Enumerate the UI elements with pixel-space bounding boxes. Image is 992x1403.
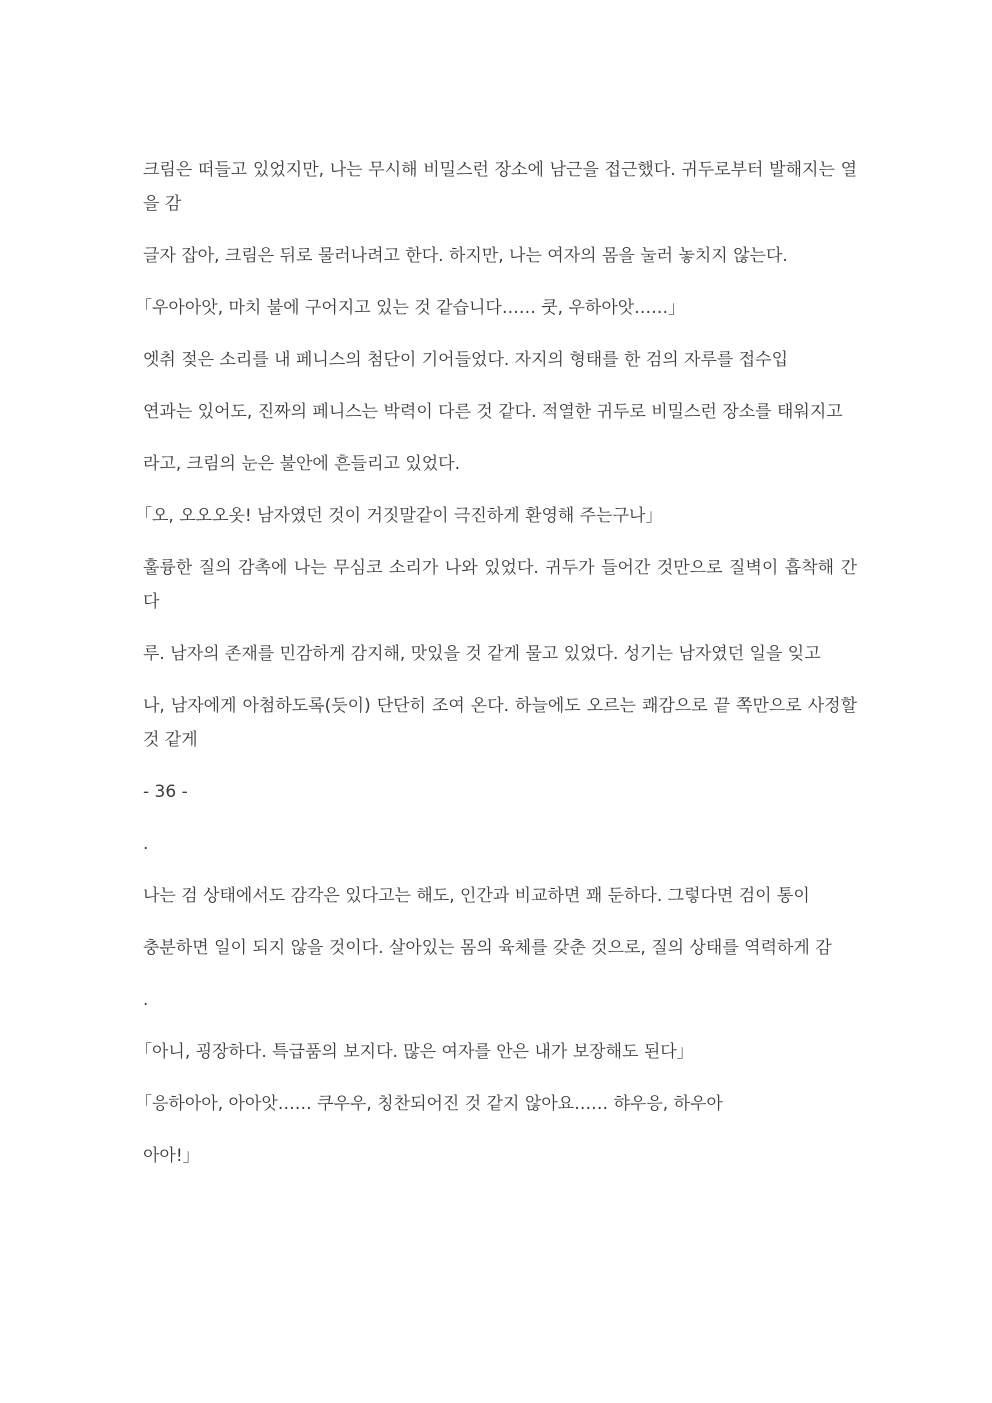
paragraph: 엣취 젖은 소리를 내 페니스의 첨단이 기어들었다. 자지의 형태를 한 검의 자루를 접수입 bbox=[143, 350, 789, 370]
paragraph: 훌륭한 질의 감촉에 나는 무심코 소리가 나와 있었다. 귀두가 들어간 것만으로 질벽이 흡착해 간다 bbox=[143, 558, 857, 612]
quote-paragraph: 「아니, 굉장하다. 특급품의 보지다. 많은 여자를 안은 내가 보장해도 된다」 bbox=[135, 1042, 694, 1062]
paragraph: 연과는 있어도, 진짜의 페니스는 박력이 다른 것 같다. 적열한 귀두로 비밀스런 장소를 태워지고 bbox=[143, 402, 843, 422]
paragraph: 나는 검 상태에서도 감각은 있다고는 해도, 인간과 비교하면 꽤 둔하다. 그렇다면 검이 통이 bbox=[143, 886, 810, 906]
paragraph: 크림은 떠들고 있었지만, 나는 무시해 비밀스런 장소에 남근을 접근했다. 귀두로부터 발해지는 열을 감 bbox=[143, 160, 857, 214]
quote-paragraph: 「오, 오오오옷! 남자였던 것이 거짓말같이 극진하게 환영해 주는구나」 bbox=[135, 506, 663, 526]
dot-paragraph: . bbox=[143, 990, 149, 1010]
paragraph: 아아!」 bbox=[143, 1146, 200, 1166]
quote-paragraph: 「우아아앗, 마치 불에 구어지고 있는 것 같습니다…… 쿳, 우하아앗……」 bbox=[135, 298, 686, 318]
page-number: - 36 - bbox=[143, 782, 188, 802]
dot-paragraph: . bbox=[143, 834, 149, 854]
paragraph: 글자 잡아, 크림은 뒤로 물러나려고 한다. 하지만, 나는 여자의 몸을 눌러 놓치지 않는다. bbox=[143, 246, 788, 266]
paragraph: 충분하면 일이 되지 않을 것이다. 살아있는 몸의 육체를 갖춘 것으로, 질의 상태를 역력하게 감 bbox=[143, 938, 832, 958]
paragraph: 나, 남자에게 아첨하도록(듯이) 단단히 조여 온다. 하늘에도 오르는 쾌감으로 끝 쪽만으로 사정할 것 같게 bbox=[143, 696, 857, 750]
paragraph: 루. 남자의 존재를 민감하게 감지해, 맛있을 것 같게 물고 있었다. 성기는 남자였던 일을 잊고 bbox=[143, 644, 821, 664]
quote-paragraph: 「응하아아, 아아앗…… 쿠우우, 칭찬되어진 것 같지 않아요…… 햐우응, 하우아 bbox=[135, 1094, 723, 1114]
paragraph: 라고, 크림의 눈은 불안에 흔들리고 있었다. bbox=[143, 454, 461, 474]
